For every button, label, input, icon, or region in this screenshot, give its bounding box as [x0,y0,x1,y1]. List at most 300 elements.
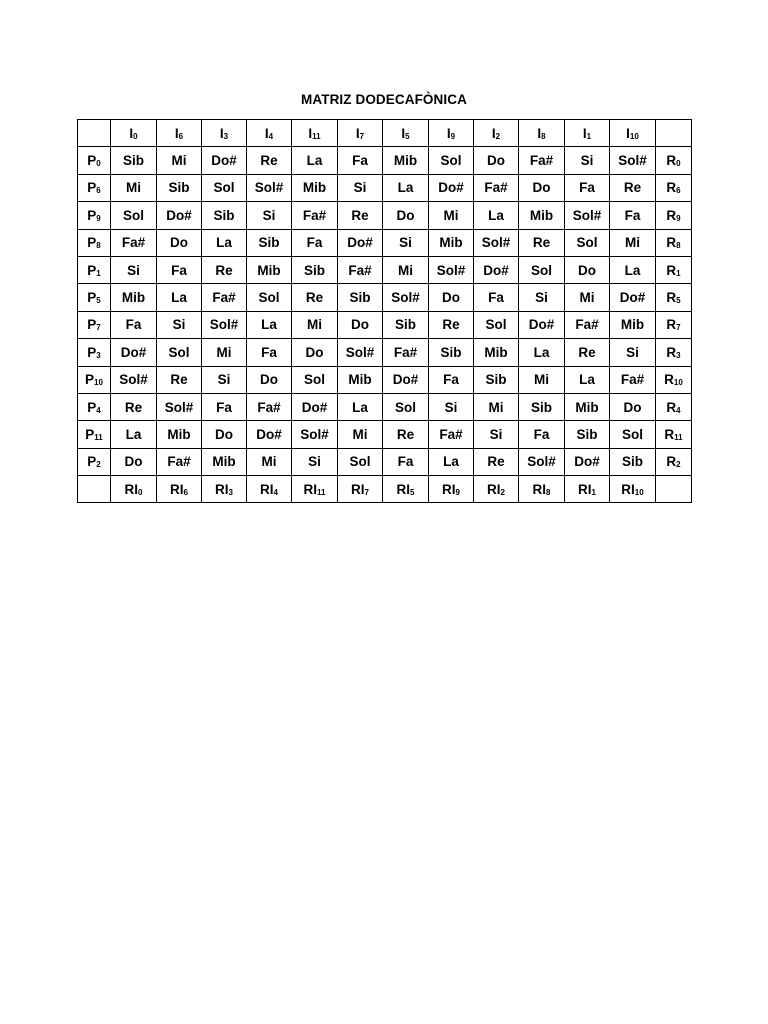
note-cell: Mib [247,256,292,283]
note-cell: Re [292,284,338,311]
column-header-inversion-index: 1 [586,131,592,141]
column-footer-retrograde-inversion-index: 1 [591,487,596,497]
table-row [78,202,692,229]
note-cell: Fa [247,339,292,366]
corner-bottom-right [656,476,692,503]
note-cell: Do [338,311,383,338]
note-cell: Fa [565,174,610,201]
note-cell: Sol [292,366,338,393]
note-cell: La [111,421,157,448]
column-header-inversion-letter: I [401,125,406,141]
column-header-inversion [519,120,565,147]
note-cell: Sol# [429,256,474,283]
note-cell: Do [519,174,565,201]
column-header-inversion [111,120,157,147]
note-cell: La [292,147,338,174]
note-cell: Mi [474,393,519,420]
note-cell: Mi [292,311,338,338]
column-header-inversion [338,120,383,147]
note-cell: Sol# [383,284,429,311]
column-header-inversion-letter: I [308,125,313,141]
table-row [78,147,692,174]
column-footer-retrograde-inversion-index: 4 [273,487,278,497]
note-cell: Re [565,339,610,366]
row-label-prime-index: 6 [96,186,101,196]
row-label-retrograde-letter: R [666,262,677,278]
row-label-retrograde-letter: R [666,344,677,360]
row-label-prime-index: 2 [96,460,101,470]
note-cell: Mib [202,448,247,475]
note-cell: Fa# [474,174,519,201]
row-label-prime-letter: P [87,399,97,415]
column-header-inversion-letter: I [219,125,224,141]
note-cell: Si [565,147,610,174]
row-label-prime-index: 9 [96,213,101,223]
note-cell: Do# [157,202,202,229]
note-cell: Mib [383,147,429,174]
note-cell: La [610,256,656,283]
note-cell: Si [157,311,202,338]
row-label-retrograde-index: 3 [676,350,681,360]
note-cell: Sib [292,256,338,283]
column-header-inversion [292,120,338,147]
note-cell: Re [474,448,519,475]
column-footer-retrograde-inversion-letter: RI [532,481,547,497]
note-cell: Sib [429,339,474,366]
row-label-prime [78,393,111,420]
column-footer-retrograde-inversion-letter: RI [396,481,411,497]
row-label-retrograde [656,421,692,448]
note-cell: Si [474,421,519,448]
row-label-prime [78,366,111,393]
column-footer-retrograde-inversion-letter: RI [351,481,365,497]
note-cell: Si [338,174,383,201]
row-label-prime [78,311,111,338]
row-label-retrograde [656,366,692,393]
column-header-inversion-index: 3 [223,131,229,141]
column-header-inversion-index: 6 [178,131,184,141]
note-cell: Fa# [157,448,202,475]
column-header-inversion [247,120,292,147]
row-label-retrograde [656,311,692,338]
table-row [78,311,692,338]
row-label-prime-letter: P [87,290,97,306]
row-label-retrograde-letter: R [666,153,677,169]
note-cell: Fa# [610,366,656,393]
column-header-inversion-letter: I [537,125,542,141]
note-cell: Do [202,421,247,448]
table-row [78,448,692,475]
column-header-inversion-letter: I [174,125,179,141]
column-footer-retrograde-inversion-index: 3 [228,487,233,497]
column-footer-retrograde-inversion [111,476,157,503]
note-cell: Re [519,229,565,256]
note-cell: Do [429,284,474,311]
note-cell: Mi [429,202,474,229]
column-header-inversion-index: 2 [495,131,501,141]
note-cell: Fa [610,202,656,229]
note-cell: Fa [111,311,157,338]
note-cell: Sol# [474,229,519,256]
note-cell: La [474,202,519,229]
row-label-retrograde-index: 0 [676,159,681,169]
note-cell: Sol [610,421,656,448]
column-header-inversion-letter: I [446,125,451,141]
column-header-inversion-letter: I [582,125,587,141]
note-cell: Mi [157,147,202,174]
row-label-prime-index: 7 [96,323,101,333]
column-footer-retrograde-inversion-index: 8 [546,487,551,497]
table-row [78,366,692,393]
column-footer-retrograde-inversion-letter: RI [124,481,139,497]
note-cell: Sol# [565,202,610,229]
note-cell: Do# [292,393,338,420]
row-label-prime-index: 3 [96,350,101,360]
row-label-retrograde-letter: R [666,290,677,306]
table-row [78,256,692,283]
note-cell: Mib [338,366,383,393]
note-cell: Fa# [111,229,157,256]
column-header-inversion [565,120,610,147]
table-row [78,339,692,366]
note-cell: Sol [338,448,383,475]
row-label-retrograde [656,147,692,174]
row-label-prime-index: 4 [96,405,101,415]
row-label-retrograde-index: 1 [676,268,681,278]
note-cell: Re [610,174,656,201]
note-cell: La [429,448,474,475]
note-cell: Sol# [157,393,202,420]
row-label-retrograde [656,284,692,311]
note-cell: Do# [338,229,383,256]
note-cell: Fa [383,448,429,475]
table-row [78,174,692,201]
column-header-inversion-letter: I [129,125,134,141]
row-label-prime-index: 5 [96,296,101,306]
row-label-retrograde-index: 9 [676,213,681,223]
note-cell: Sib [610,448,656,475]
table-row [78,421,692,448]
note-cell: Si [247,202,292,229]
row-label-prime-letter: P [87,344,97,360]
note-cell: Fa# [429,421,474,448]
row-label-retrograde-index: 8 [676,241,681,251]
note-cell: Mib [519,202,565,229]
column-footer-retrograde-inversion [247,476,292,503]
note-cell: Re [202,256,247,283]
note-cell: Fa [202,393,247,420]
note-cell: Mi [565,284,610,311]
row-label-retrograde-index: 7 [676,323,681,333]
note-cell: Mi [338,421,383,448]
footer-row [78,476,692,503]
note-cell: Fa# [383,339,429,366]
column-footer-retrograde-inversion [429,476,474,503]
column-header-inversion [474,120,519,147]
note-cell: Sol [565,229,610,256]
header-row [78,120,692,147]
row-label-prime [78,229,111,256]
column-footer-retrograde-inversion [519,476,565,503]
column-footer-retrograde-inversion-letter: RI [442,481,456,497]
note-cell: Sib [519,393,565,420]
column-header-inversion [157,120,202,147]
column-footer-retrograde-inversion-index: 7 [364,487,369,497]
note-cell: Mi [383,256,429,283]
column-footer-retrograde-inversion [292,476,338,503]
row-label-retrograde-letter: R [666,454,677,470]
column-footer-retrograde-inversion-index: 11 [317,487,326,497]
column-header-inversion [429,120,474,147]
row-label-retrograde [656,339,692,366]
note-cell: Re [157,366,202,393]
column-header-inversion-index: 0 [133,131,138,141]
note-cell: Fa [519,421,565,448]
note-cell: Fa [474,284,519,311]
row-label-prime [78,284,111,311]
column-footer-retrograde-inversion-index: 9 [455,487,460,497]
column-footer-retrograde-inversion [157,476,202,503]
row-label-prime [78,256,111,283]
column-footer-retrograde-inversion-index: 6 [183,487,188,497]
note-cell: Si [111,256,157,283]
corner-bottom-left [78,476,111,503]
row-label-retrograde-letter: R [666,235,677,251]
note-cell: Sib [202,202,247,229]
row-label-retrograde-letter: R [664,426,675,442]
note-cell: Mi [202,339,247,366]
row-label-prime-index: 0 [96,159,101,169]
note-cell: Sib [247,229,292,256]
note-cell: Sol [111,202,157,229]
column-footer-retrograde-inversion-index: 2 [500,487,505,497]
column-header-inversion-index: 4 [268,131,274,141]
column-header-inversion-index: 10 [629,131,639,141]
note-cell: Fa [338,147,383,174]
row-label-retrograde-index: 6 [676,186,681,196]
row-label-retrograde [656,202,692,229]
note-cell: Mib [292,174,338,201]
column-footer-retrograde-inversion-letter: RI [260,481,274,497]
row-label-prime-letter: P [87,262,97,278]
table-row [78,229,692,256]
row-label-prime-letter: P [87,153,97,169]
column-footer-retrograde-inversion-letter: RI [303,481,318,497]
note-cell: Sol [474,311,519,338]
row-label-retrograde-index: 10 [673,378,683,388]
note-cell: Sol# [202,311,247,338]
note-cell: Mi [247,448,292,475]
row-label-prime-index: 10 [94,378,103,388]
note-cell: Fa# [338,256,383,283]
note-cell: Sib [111,147,157,174]
note-cell: Sib [565,421,610,448]
note-cell: Sol [383,393,429,420]
table-row [78,284,692,311]
note-cell: Mi [111,174,157,201]
note-cell: Do# [202,147,247,174]
note-cell: La [383,174,429,201]
note-cell: Do# [383,366,429,393]
column-header-inversion-index: 5 [405,131,410,141]
row-label-prime-index: 8 [96,241,101,251]
row-label-retrograde-letter: R [666,399,677,415]
note-cell: Sib [338,284,383,311]
row-label-prime [78,174,111,201]
column-footer-retrograde-inversion-letter: RI [215,481,229,497]
row-label-retrograde [656,174,692,201]
note-cell: Fa# [292,202,338,229]
column-header-inversion-index: 8 [541,131,546,141]
note-cell: Do [565,256,610,283]
column-footer-retrograde-inversion-index: 5 [410,487,415,497]
note-cell: Si [292,448,338,475]
row-label-retrograde [656,229,692,256]
note-cell: Si [429,393,474,420]
row-label-retrograde [656,393,692,420]
note-cell: Sol# [610,147,656,174]
row-label-retrograde-letter: R [666,317,677,333]
table-row [78,393,692,420]
note-cell: Mib [474,339,519,366]
matrix-body [78,120,692,503]
column-header-inversion [610,120,656,147]
column-footer-retrograde-inversion-letter: RI [487,481,501,497]
row-label-prime [78,421,111,448]
note-cell: Mib [610,311,656,338]
note-cell: Si [383,229,429,256]
note-cell: Do# [247,421,292,448]
row-label-prime [78,448,111,475]
note-cell: Re [247,147,292,174]
column-footer-retrograde-inversion-index: 10 [634,487,644,497]
note-cell: Sib [157,174,202,201]
row-label-prime-letter: P [87,317,97,333]
row-label-prime-letter: P [87,207,97,223]
column-footer-retrograde-inversion [338,476,383,503]
note-cell: Re [429,311,474,338]
row-label-retrograde [656,448,692,475]
note-cell: Sol [157,339,202,366]
note-cell: Si [202,366,247,393]
note-cell: Mi [610,229,656,256]
note-cell: Do [157,229,202,256]
row-label-prime [78,339,111,366]
column-footer-retrograde-inversion [474,476,519,503]
row-label-prime-letter: P [87,180,97,196]
note-cell: Do# [111,339,157,366]
note-cell: Mib [157,421,202,448]
note-cell: Re [383,421,429,448]
column-header-inversion [202,120,247,147]
note-cell: Do [383,202,429,229]
column-footer-retrograde-inversion-letter: RI [578,481,592,497]
note-cell: Sol# [519,448,565,475]
row-label-prime [78,202,111,229]
column-footer-retrograde-inversion-letter: RI [621,481,635,497]
column-header-inversion-letter: I [491,125,496,141]
page-title: MATRIZ DODECAFÒNICA [301,92,467,107]
row-label-prime-letter: P [85,372,95,388]
row-label-retrograde-index: 4 [676,405,681,415]
note-cell: Do [474,147,519,174]
column-footer-retrograde-inversion-index: 0 [138,487,143,497]
row-label-retrograde-index: 5 [676,296,681,306]
note-cell: La [338,393,383,420]
note-cell: Sol [519,256,565,283]
note-cell: Re [111,393,157,420]
column-footer-retrograde-inversion [610,476,656,503]
column-footer-retrograde-inversion [565,476,610,503]
row-label-prime-index: 1 [96,268,101,278]
corner-top-left [78,120,111,147]
column-header-inversion-letter: I [264,125,269,141]
note-cell: Sol# [111,366,157,393]
column-header-inversion [383,120,429,147]
note-cell: Sol [202,174,247,201]
note-cell: Mi [519,366,565,393]
column-footer-retrograde-inversion-letter: RI [170,481,184,497]
row-label-retrograde-letter: R [666,207,677,223]
note-cell: Sib [383,311,429,338]
note-cell: Do [610,393,656,420]
note-cell: La [157,284,202,311]
column-header-inversion-index: 9 [450,131,456,141]
note-cell: Do [111,448,157,475]
note-cell: Fa# [565,311,610,338]
row-label-prime-letter: P [85,426,95,442]
row-label-prime [78,147,111,174]
note-cell: Fa# [247,393,292,420]
note-cell: Sib [474,366,519,393]
note-cell: Sol [247,284,292,311]
column-header-inversion-index: 11 [312,131,321,141]
row-label-retrograde [656,256,692,283]
note-cell: Sol# [338,339,383,366]
note-cell: Mib [565,393,610,420]
corner-top-right [656,120,692,147]
note-cell: Do# [474,256,519,283]
note-cell: Do# [429,174,474,201]
column-header-inversion-letter: I [626,125,630,141]
note-cell: Mib [429,229,474,256]
note-cell: Do [247,366,292,393]
column-footer-retrograde-inversion [202,476,247,503]
row-label-retrograde-letter: R [666,180,677,196]
row-label-retrograde-index: 2 [676,460,681,470]
note-cell: Fa# [519,147,565,174]
note-cell: Si [610,339,656,366]
note-cell: Do# [519,311,565,338]
column-header-inversion-letter: I [355,125,360,141]
note-cell: Mib [111,284,157,311]
note-cell: Re [338,202,383,229]
column-footer-retrograde-inversion [383,476,429,503]
dodecaphonic-matrix [77,119,692,503]
note-cell: Do# [565,448,610,475]
note-cell: Sol# [247,174,292,201]
note-cell: Fa [429,366,474,393]
note-cell: Do# [610,284,656,311]
row-label-prime-letter: P [87,454,97,470]
note-cell: Sol [429,147,474,174]
note-cell: La [519,339,565,366]
note-cell: La [202,229,247,256]
column-header-inversion-index: 7 [359,131,365,141]
row-label-prime-letter: P [87,235,97,251]
note-cell: La [247,311,292,338]
row-label-retrograde-letter: R [664,372,674,388]
